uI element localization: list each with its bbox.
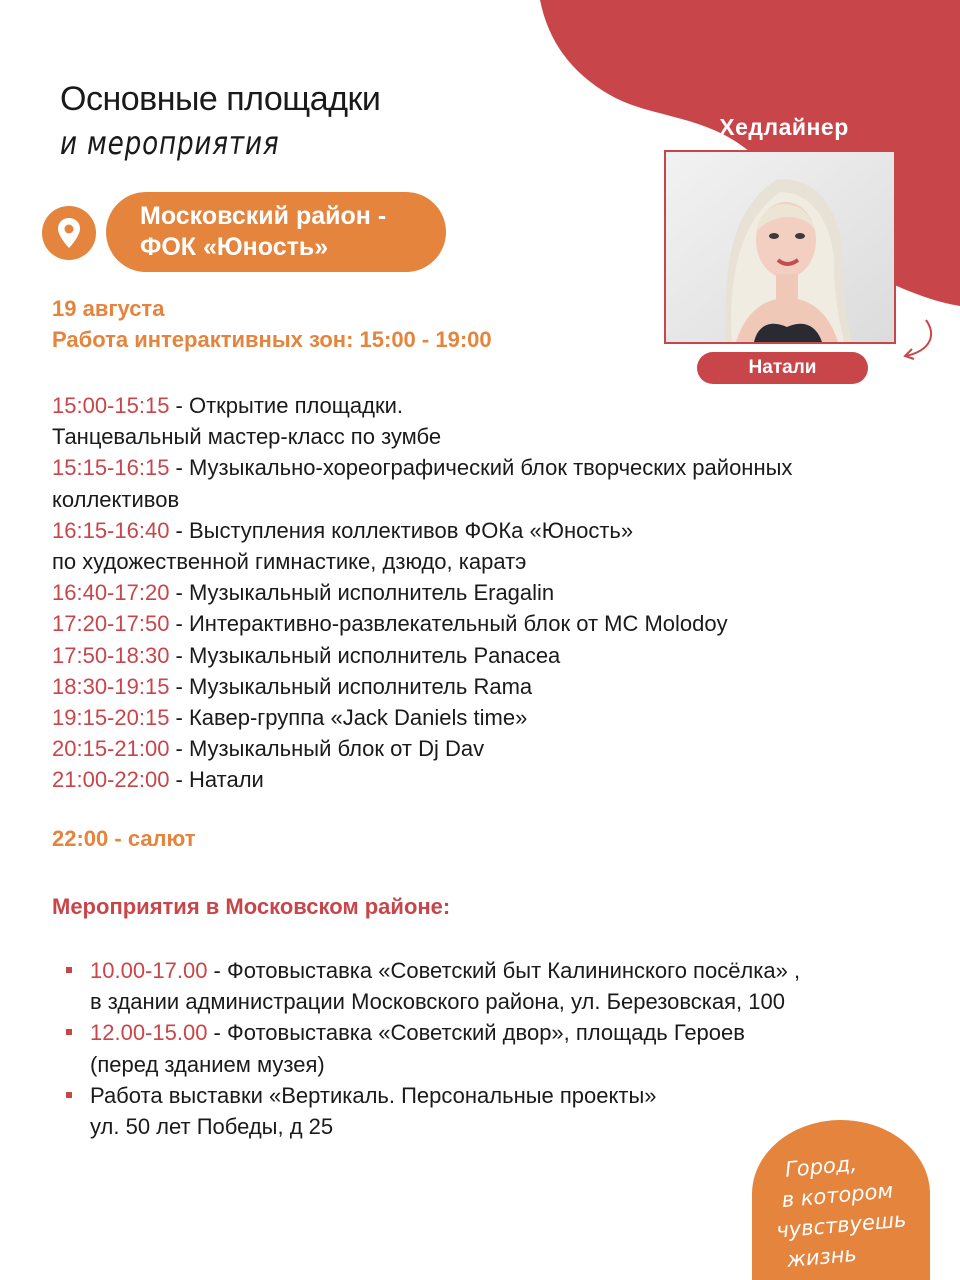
schedule-item: 19:15-20:15 - Кавер-группа «Jack Daniels time» <box>52 705 528 731</box>
page-subtitle: и мероприятия <box>60 124 280 162</box>
page-title: Основные площадки <box>60 80 381 118</box>
svg-text:жизнь: жизнь <box>785 1241 858 1272</box>
venue-line-1: Московский район - <box>140 202 387 230</box>
schedule-item: 21:00-22:00 - Натали <box>52 767 264 793</box>
location-pin-icon <box>42 206 96 260</box>
list-item: 12.00-15.00 - Фотовыставка «Советский двор», площадь Героев (перед зданием музея) <box>66 1017 946 1079</box>
schedule-item-continued: Танцевальный мастер-класс по зумбе <box>52 424 442 450</box>
list-item: 10.00-17.00 - Фотовыставка «Советский быт Калининского посёлка» , в здании администрации Московского района, ул. Березовская, 100 <box>66 955 946 1017</box>
performer-photo <box>664 150 896 344</box>
schedule-item: 16:15-16:40 - Выступления коллективов ФОКа «Юность» <box>52 517 634 543</box>
venue-line-2: ФОК «Юность» <box>140 233 329 261</box>
schedule-item-continued: по художественной гимнастике, дзюдо, каратэ <box>52 549 527 575</box>
svg-text:в котором: в котором <box>780 1178 895 1213</box>
schedule-item: 16:40-17:20 - Музыкальный исполнитель Eragalin <box>52 580 555 606</box>
city-slogan-logo <box>752 1120 930 1280</box>
venue-badge <box>106 192 446 272</box>
fireworks-time: 22:00 - салют <box>52 826 196 851</box>
events-section-title: Мероприятия в Московском районе: <box>52 894 451 919</box>
event-date: 19 августа <box>52 296 165 321</box>
bullet-icon <box>66 1029 72 1035</box>
svg-text:Город,: Город, <box>784 1151 858 1182</box>
schedule-item: 18:30-19:15 - Музыкальный исполнитель Rama <box>52 673 533 699</box>
headliner-name-badge: Натали <box>697 352 868 384</box>
svg-text:чувствуешь: чувствуешь <box>775 1207 908 1243</box>
interactive-zones-hours: Работа интерактивных зон: 15:00 - 19:00 <box>52 327 492 352</box>
schedule-item: 17:20-17:50 - Интерактивно-развлекательный блок от МС Molodoy <box>52 611 728 637</box>
events-list <box>66 955 946 1142</box>
schedule-list <box>52 390 932 796</box>
bullet-icon <box>66 967 72 973</box>
curved-arrow-icon <box>896 318 940 362</box>
bullet-icon <box>66 1092 72 1098</box>
headliner-label: Хедлайнер <box>719 114 849 140</box>
schedule-item: 15:15-16:15 - Музыкально-хореографический блок творческих районных <box>52 455 793 481</box>
schedule-item: 20:15-21:00 - Музыкальный блок от Dj Dav <box>52 736 485 762</box>
list-item: Работа выставки «Вертикаль. Персональные проекты» ул. 50 лет Победы, д 25 <box>66 1080 946 1142</box>
schedule-item: 15:00-15:15 - Открытие площадки. <box>52 393 403 418</box>
schedule-item: 17:50-18:30 - Музыкальный исполнитель Panacea <box>52 642 561 668</box>
schedule-item-continued: коллективов <box>52 486 180 512</box>
